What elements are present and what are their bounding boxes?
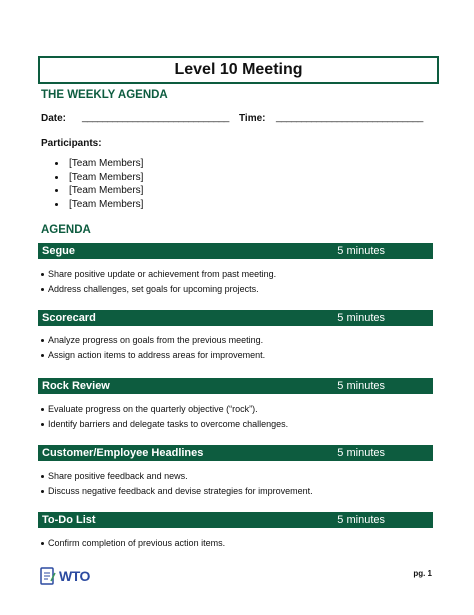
participants-label: Participants:: [41, 138, 102, 149]
agenda-items-rock-review: [41, 402, 288, 432]
agenda-item: [41, 484, 313, 499]
bullet-icon: [55, 162, 58, 165]
agenda-item: [41, 348, 265, 363]
weekly-agenda-heading: THE WEEKLY AGENDA: [41, 89, 168, 101]
agenda-item: [41, 536, 225, 551]
agenda-item: [41, 417, 288, 432]
agenda-items-segue: [41, 267, 276, 297]
agenda-heading: AGENDA: [41, 224, 91, 236]
bullet-icon: [55, 176, 58, 179]
page-number: pg. 1: [413, 569, 432, 578]
time-label: Time:: [239, 113, 266, 124]
bullet-icon: [41, 408, 44, 411]
bullet-icon: [41, 490, 44, 493]
bullet-icon: [41, 423, 44, 426]
participant-name: [Team Members]: [69, 185, 144, 196]
agenda-item-text: Identify barriers and delegate tasks to overcome challenges.: [48, 419, 289, 429]
agenda-items-todo: [41, 536, 225, 551]
date-label: Date:: [41, 113, 67, 124]
agenda-section-duration: 5 minutes: [337, 312, 385, 324]
agenda-section-scorecard: [38, 310, 433, 326]
agenda-item-text: Assign action items to address areas for improvement.: [48, 350, 266, 360]
participant-name: [Team Members]: [69, 198, 144, 210]
agenda-item: [41, 333, 265, 348]
agenda-section-title: Customer/Employee Headlines: [42, 447, 204, 459]
agenda-item-text: Address challenges, set goals for upcoming projects.: [48, 284, 259, 294]
participant-item: [55, 157, 143, 171]
participant-item: [55, 171, 143, 185]
bullet-icon: [41, 339, 44, 342]
agenda-section-duration: 5 minutes: [337, 447, 385, 459]
agenda-section-title: Segue: [42, 245, 76, 257]
bullet-icon: [41, 354, 44, 357]
agenda-item: [41, 282, 276, 297]
agenda-section-todo: [38, 512, 433, 528]
agenda-items-scorecard: [41, 333, 265, 363]
document-icon: [40, 567, 56, 585]
participant-name: [Team Members]: [69, 171, 144, 183]
agenda-section-segue: [38, 243, 433, 259]
wto-logo: [40, 566, 100, 586]
agenda-item: [41, 402, 288, 417]
agenda-section-duration: 5 minutes: [337, 245, 385, 257]
agenda-item-text: Discuss negative feedback and devise strategies for improvement.: [48, 486, 313, 496]
agenda-section-duration: 5 minutes: [337, 380, 385, 392]
agenda-item-text: Analyze progress on goals from the previous meeting.: [48, 335, 264, 345]
agenda-item: [41, 267, 276, 282]
agenda-section-title: Scorecard: [42, 312, 96, 324]
participant-name: [Team Members]: [69, 158, 144, 169]
bullet-icon: [41, 475, 44, 478]
agenda-item-text: Share positive feedback and news.: [48, 471, 188, 481]
agenda-items-headlines: [41, 469, 313, 499]
bullet-icon: [41, 273, 44, 276]
participant-item: [55, 198, 143, 212]
agenda-item-text: Share positive update or achievement from past meeting.: [48, 269, 277, 279]
document-title: Level 10 Meeting: [38, 56, 439, 84]
agenda-section-headlines: [38, 445, 433, 461]
agenda-section-duration: 5 minutes: [337, 514, 385, 526]
time-field[interactable]: _____________________________: [276, 112, 423, 123]
agenda-section-rock-review: [38, 378, 433, 394]
participant-item: [55, 184, 143, 198]
bullet-icon: [55, 203, 58, 206]
logo-text: WTO: [59, 568, 90, 584]
agenda-section-title: To-Do List: [42, 514, 96, 526]
bullet-icon: [41, 288, 44, 291]
bullet-icon: [41, 542, 44, 545]
agenda-item-text: Evaluate progress on the quarterly objective (“rock”).: [48, 404, 258, 414]
participants-list: [55, 157, 143, 211]
bullet-icon: [55, 189, 58, 192]
agenda-item: [41, 469, 313, 484]
date-field[interactable]: _____________________________: [82, 112, 229, 123]
agenda-item-text: Confirm completion of previous action items.: [48, 538, 226, 548]
agenda-section-title: Rock Review: [42, 380, 110, 392]
